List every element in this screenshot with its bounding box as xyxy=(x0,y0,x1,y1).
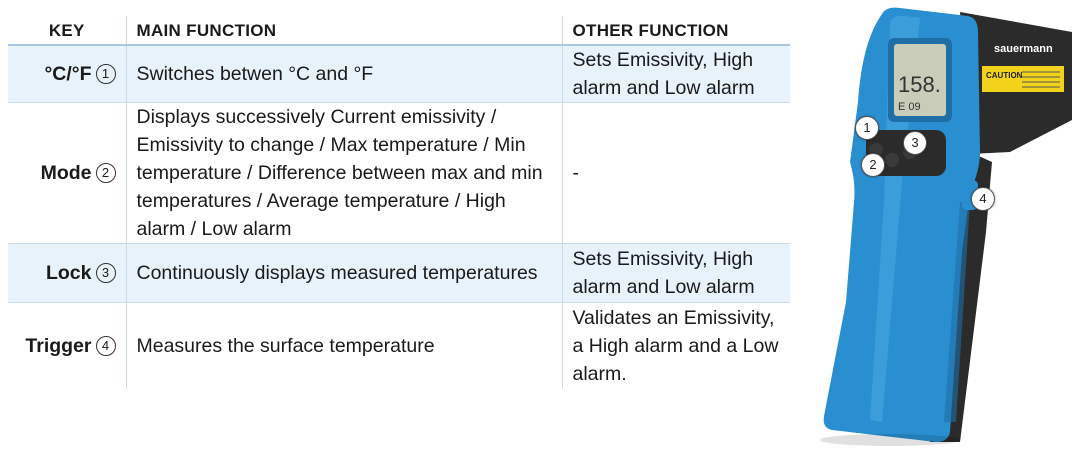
other-function-cell: Sets Emissivity, High alarm and Low alarm xyxy=(562,244,790,303)
other-function-cell: Sets Emissivity, High alarm and Low alarm xyxy=(562,45,790,103)
button-2-knob xyxy=(885,153,899,167)
main-function-cell: Switches betwen °C and °F xyxy=(126,45,562,103)
display-sub: E 09 xyxy=(898,101,921,113)
key-label: Lock xyxy=(45,262,92,284)
key-number-badge: 2 xyxy=(96,163,116,183)
key-number-badge: 4 xyxy=(96,336,116,356)
callout-1: 1 xyxy=(855,116,879,140)
callout-4: 4 xyxy=(971,187,995,211)
header-other-function: OTHER FUNCTION xyxy=(562,16,790,45)
callout-3: 3 xyxy=(903,131,927,155)
other-function-cell: - xyxy=(562,103,790,244)
key-function-table-container xyxy=(8,16,790,389)
key-label: Trigger xyxy=(25,335,92,357)
key-label: Mode xyxy=(40,162,92,184)
table-row xyxy=(8,45,790,103)
base-shadow xyxy=(820,434,960,446)
key-cell xyxy=(8,244,126,303)
key-function-table xyxy=(8,16,790,389)
thermometer-drawing xyxy=(810,2,1075,448)
brand-logo: sauermann xyxy=(994,43,1053,55)
key-cell xyxy=(8,103,126,244)
display-reading: 158. xyxy=(898,72,941,97)
table-header-row xyxy=(8,16,790,45)
other-function-cell: Validates an Emissivity, a High alarm and a Low alarm. xyxy=(562,303,790,390)
key-cell xyxy=(8,45,126,103)
caution-label-text: CAUTION xyxy=(986,71,1023,80)
key-number-badge: 1 xyxy=(96,64,116,84)
infrared-thermometer-illustration xyxy=(810,2,1075,448)
table-row xyxy=(8,103,790,244)
main-function-cell: Measures the surface temperature xyxy=(126,303,562,390)
key-label: °C/°F xyxy=(44,63,92,85)
table-row xyxy=(8,244,790,303)
key-number-badge: 3 xyxy=(96,263,116,283)
header-main-function: MAIN FUNCTION xyxy=(126,16,562,45)
table-row xyxy=(8,303,790,390)
main-function-cell: Continuously displays measured temperatures xyxy=(126,244,562,303)
main-function-cell: Displays successively Current emissivity / Emissivity to change / Max temperature / Min temperature / Difference between max and min temperatures / Average temperature / High alarm / Low alarm xyxy=(126,103,562,244)
callout-2: 2 xyxy=(861,153,885,177)
key-cell xyxy=(8,303,126,390)
header-key: KEY xyxy=(8,16,126,45)
